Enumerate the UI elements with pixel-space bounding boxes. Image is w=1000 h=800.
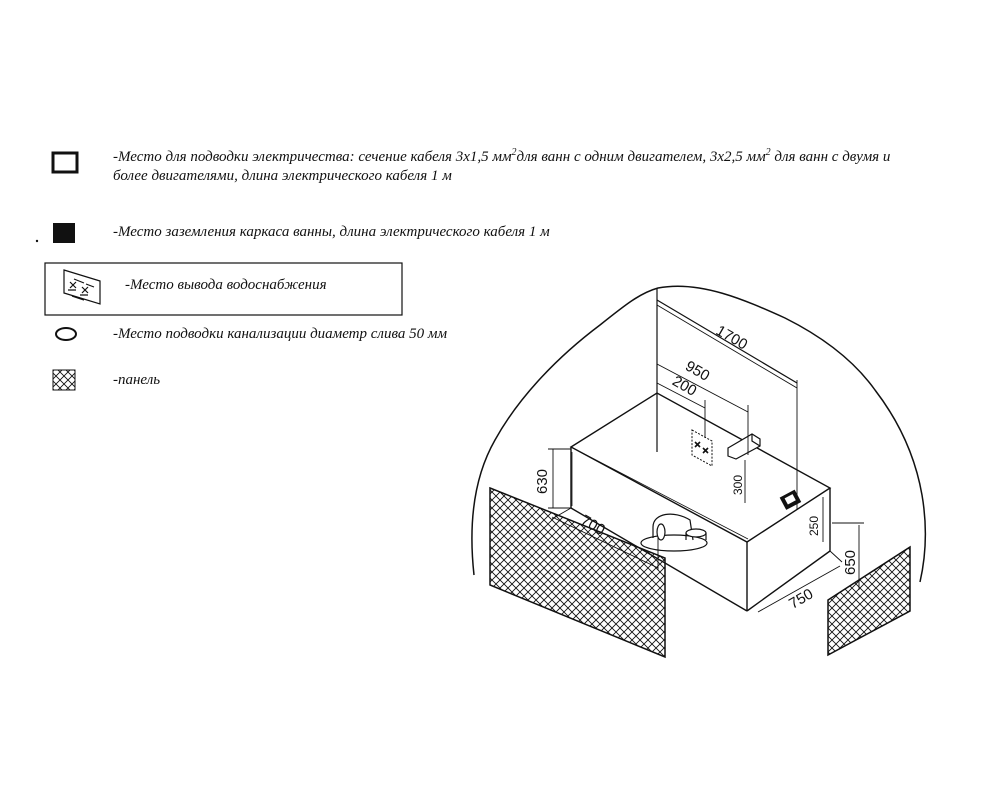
dim-650: 650 <box>842 549 859 575</box>
legend-electric-part3: для ванн с двумя и <box>774 149 891 165</box>
water-outlet-on-wall <box>692 430 712 466</box>
legend-drain: -Место подводки канализации диаметр слива 50 мм <box>113 326 448 342</box>
dim-200: 200 <box>669 372 700 400</box>
side-panel <box>828 547 910 655</box>
dot-mark <box>36 240 38 242</box>
spout <box>728 434 760 459</box>
dim-750: 750 <box>786 585 817 613</box>
legend-water: -Место вывода водоснабжения <box>125 277 327 293</box>
dim-700: 700 <box>577 511 608 539</box>
legend-electric-line2: более двигателями, длина электрического кабеля 1 м <box>113 168 452 184</box>
legend-electric-part1: -Место для подводки электричества: сечение кабеля 3х1,5 мм <box>113 149 512 165</box>
dim-950: 950 <box>682 357 713 385</box>
wall-lines <box>657 288 797 452</box>
grounding-icon <box>53 223 75 243</box>
electric-supply-icon <box>53 153 77 172</box>
bath-mixer <box>641 514 707 551</box>
legend-panel: -панель <box>113 372 161 388</box>
legend-electric <box>113 148 983 186</box>
legend-electric-sup1: 2 <box>511 147 517 158</box>
dim-1700: 1700 <box>712 322 751 354</box>
electric-socket <box>780 490 802 510</box>
dim-250: 250 <box>807 515 821 536</box>
drain-icon <box>56 328 76 340</box>
water-supply-icon <box>64 270 100 304</box>
dim-630: 630 <box>534 468 551 494</box>
legend-ground: -Место заземления каркаса ванны, длина электрического кабеля 1 м <box>113 224 550 240</box>
dim-300: 300 <box>731 474 745 495</box>
front-panel <box>490 488 665 657</box>
panel-icon <box>53 370 75 390</box>
legend-electric-sup2: 2 <box>765 147 771 158</box>
legend-electric-part2: для ванн с одним двигателем, 3х2,5 мм <box>516 149 766 165</box>
